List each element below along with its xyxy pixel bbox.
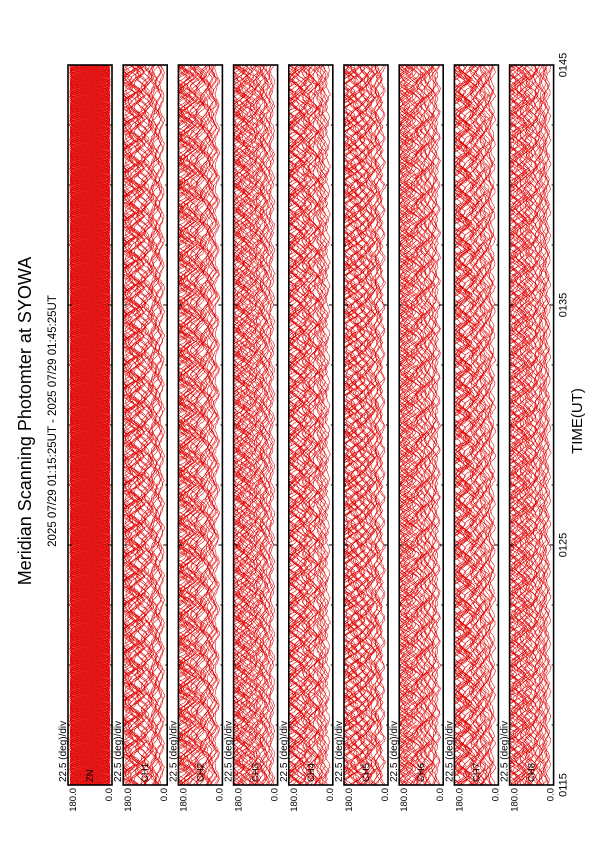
trace-group	[221, 65, 275, 785]
y-max-label: 180.0	[123, 788, 135, 812]
trace-line	[431, 65, 439, 785]
trace-line	[321, 65, 329, 785]
trace-group	[167, 65, 220, 785]
y-min-label: 0.0	[159, 788, 171, 802]
panel-ch6	[386, 65, 446, 812]
y-min-label: 0.0	[545, 788, 557, 802]
y-max-label: 180.0	[233, 788, 245, 812]
y-min-label: 0.0	[490, 788, 502, 802]
channel-label: CH7	[471, 762, 483, 782]
trace-group	[441, 65, 496, 785]
channel-label: ZN	[85, 769, 96, 782]
rotated-plot-group	[15, 53, 586, 812]
trace-group	[331, 65, 385, 785]
scale-label: 22.5 (deg)/div	[223, 720, 235, 782]
channel-label: CH2	[195, 762, 207, 782]
trace-line	[526, 65, 538, 785]
trace-line	[334, 65, 348, 785]
y-min-label: 0.0	[324, 788, 336, 802]
scale-label: 22.5 (deg)/div	[58, 720, 69, 782]
scale-label: 22.5 (deg)/div	[278, 720, 290, 782]
trace-line	[379, 65, 385, 785]
y-max-label: 180.0	[344, 788, 355, 812]
y-max-label: 180.0	[399, 788, 411, 812]
channel-label: CH1	[140, 762, 152, 782]
trace-line	[485, 65, 493, 785]
panel-ch4	[277, 65, 335, 812]
y-min-label: 0.0	[214, 788, 226, 802]
trace-line	[280, 65, 296, 785]
panel-ch5	[331, 65, 391, 812]
chart-subtitle: 2025 07/29 01:15:25UT - 2025 07/29 01:45:25UT	[47, 295, 59, 547]
x-tick-label: 0135	[557, 292, 570, 318]
channel-label: CH4	[305, 762, 317, 782]
panel-ch3	[221, 65, 280, 812]
scale-label: 22.5 (deg)/div	[168, 720, 180, 782]
scale-label: 22.5 (deg)/div	[444, 720, 456, 782]
y-max-label: 180.0	[68, 788, 79, 812]
scale-label: 22.5 (deg)/div	[113, 720, 125, 782]
trace-group	[70, 65, 111, 785]
scale-label: 22.5 (deg)/div	[334, 720, 345, 782]
x-tick-label: 0145	[557, 52, 570, 78]
panel-zn	[58, 65, 115, 812]
y-min-label: 0.0	[269, 788, 281, 802]
scale-label: 22.5 (deg)/div	[499, 720, 511, 782]
y-max-label: 180.0	[509, 788, 521, 812]
chart-title: Meridian Scanning Photomter at SYOWA	[15, 256, 35, 586]
panel-ch2	[167, 65, 225, 812]
trace-line	[169, 65, 186, 785]
y-max-label: 180.0	[178, 788, 190, 812]
channel-label: CH6	[416, 762, 428, 782]
channel-label: CH5	[361, 762, 372, 782]
panels	[58, 65, 557, 812]
panel-ch1	[112, 65, 170, 812]
trace-line	[420, 65, 428, 785]
trace-group	[277, 65, 330, 785]
y-min-label: 0.0	[380, 788, 391, 802]
panel-ch7	[441, 65, 502, 812]
x-tick-labels	[558, 53, 570, 797]
trace-line	[451, 65, 465, 785]
trace-group	[112, 65, 165, 785]
y-max-label: 180.0	[454, 788, 466, 812]
y-max-label: 180.0	[288, 788, 300, 812]
trace-group	[496, 65, 551, 785]
x-axis-label: TIME(UT)	[569, 388, 586, 454]
y-min-label: 0.0	[435, 788, 447, 802]
x-tick-label: 0115	[557, 773, 570, 797]
y-min-label: 0.0	[104, 788, 115, 802]
scale-label: 22.5 (deg)/div	[389, 720, 401, 782]
trace-group	[386, 65, 441, 785]
channel-label: CH3	[250, 762, 262, 782]
channel-label: CH8	[526, 762, 538, 782]
x-tick-label: 0125	[557, 532, 570, 558]
panel-ch8	[496, 65, 557, 812]
